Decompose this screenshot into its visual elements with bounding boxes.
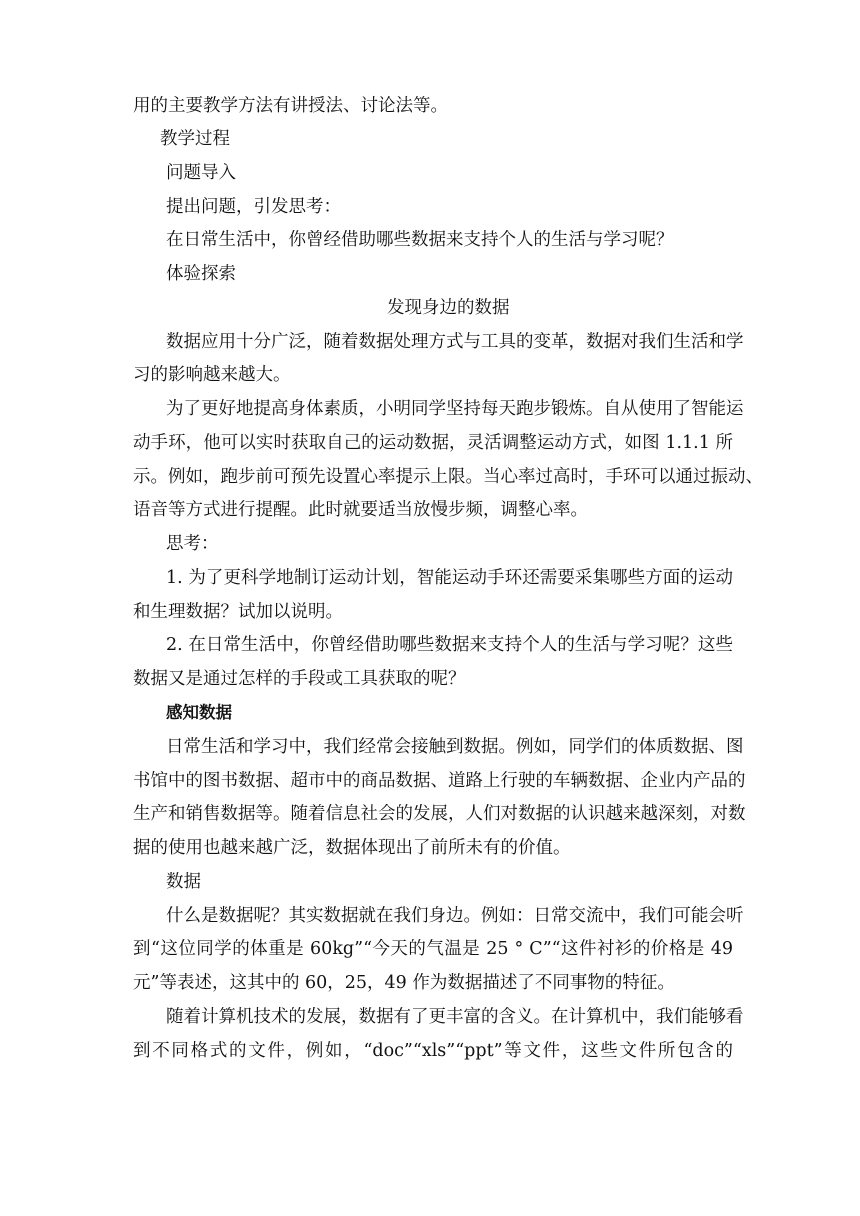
paragraph-line: 2. 在日常生活中，你曾经借助哪些数据来支持个人的生活与学习呢？这些	[166, 635, 733, 655]
paragraph-line: 数据应用十分广泛，随着数据处理方式与工具的变革，数据对我们生活和学	[166, 332, 744, 352]
paragraph-line: 在日常生活中，你曾经借助哪些数据来支持个人的生活与学习呢？	[166, 230, 674, 250]
paragraph-line: 数据又是通过怎样的手段或工具获取的呢？	[133, 669, 466, 689]
paragraph-line: 元”等表述，这其中的 60，25，49 作为数据描述了不同事物的特征。	[133, 973, 675, 993]
paragraph-line: 随着计算机技术的发展，数据有了更丰富的含义。在计算机中，我们能够看	[166, 1007, 744, 1027]
paragraph-line: 日常生活和学习中，我们经常会接触到数据。例如，同学们的体质数据、图	[166, 737, 744, 757]
paragraph-line: 据的使用也越来越广泛，数据体现出了前所未有的价值。	[133, 838, 571, 858]
paragraph-line: 1. 为了更科学地制订运动计划，智能运动手环还需要采集哪些方面的运动	[166, 568, 733, 588]
paragraph-line: 问题导入	[166, 163, 236, 183]
paragraph-line: 用的主要教学方法有讲授法、讨论法等。	[133, 96, 448, 116]
paragraph-line: 书馆中的图书数据、超市中的商品数据、道路上行驶的车辆数据、企业内产品的	[133, 771, 746, 791]
paragraph-line: 语音等方式进行提醒。此时就要适当放慢步频，调整心率。	[133, 500, 588, 520]
paragraph-line: 数据	[166, 872, 201, 892]
paragraph-line: 到不同格式的文件，例如，“doc”“xls”“ppt”等文件，这些文件所包含的	[133, 1041, 733, 1061]
paragraph-line: 和生理数据？试加以说明。	[133, 602, 343, 622]
paragraph-line: 为了更好地提高身体素质，小明同学坚持每天跑步锻炼。自从使用了智能运	[166, 399, 744, 419]
paragraph-line: 体验探索	[166, 264, 236, 284]
paragraph-line: 什么是数据呢？其实数据就在我们身边。例如：日常交流中，我们可能会听	[166, 906, 744, 926]
paragraph-line: 习的影响越来越大。	[133, 365, 291, 385]
paragraph-line: 提出问题，引发思考：	[166, 197, 341, 217]
paragraph-line: 动手环，他可以实时获取自己的运动数据，灵活调整运动方式，如图 1.1.1 所	[133, 433, 733, 453]
section-heading: 感知数据	[166, 703, 232, 722]
paragraph-line: 到“这位同学的体重是 60kg”“今天的气温是 25 ° C”“这件衬衫的价格是 49	[133, 939, 733, 959]
paragraph-line: 发现身边的数据	[387, 298, 510, 318]
paragraph-line: 生产和销售数据等。随着信息社会的发展，人们对数据的认识越来越深刻，对数	[133, 804, 746, 824]
paragraph-line: 思考：	[166, 534, 219, 554]
paragraph-line: 示。例如，跑步前可预先设置心率提示上限。当心率过高时，手环可以通过振动、	[133, 467, 763, 487]
paragraph-line: 教学过程	[160, 129, 230, 149]
